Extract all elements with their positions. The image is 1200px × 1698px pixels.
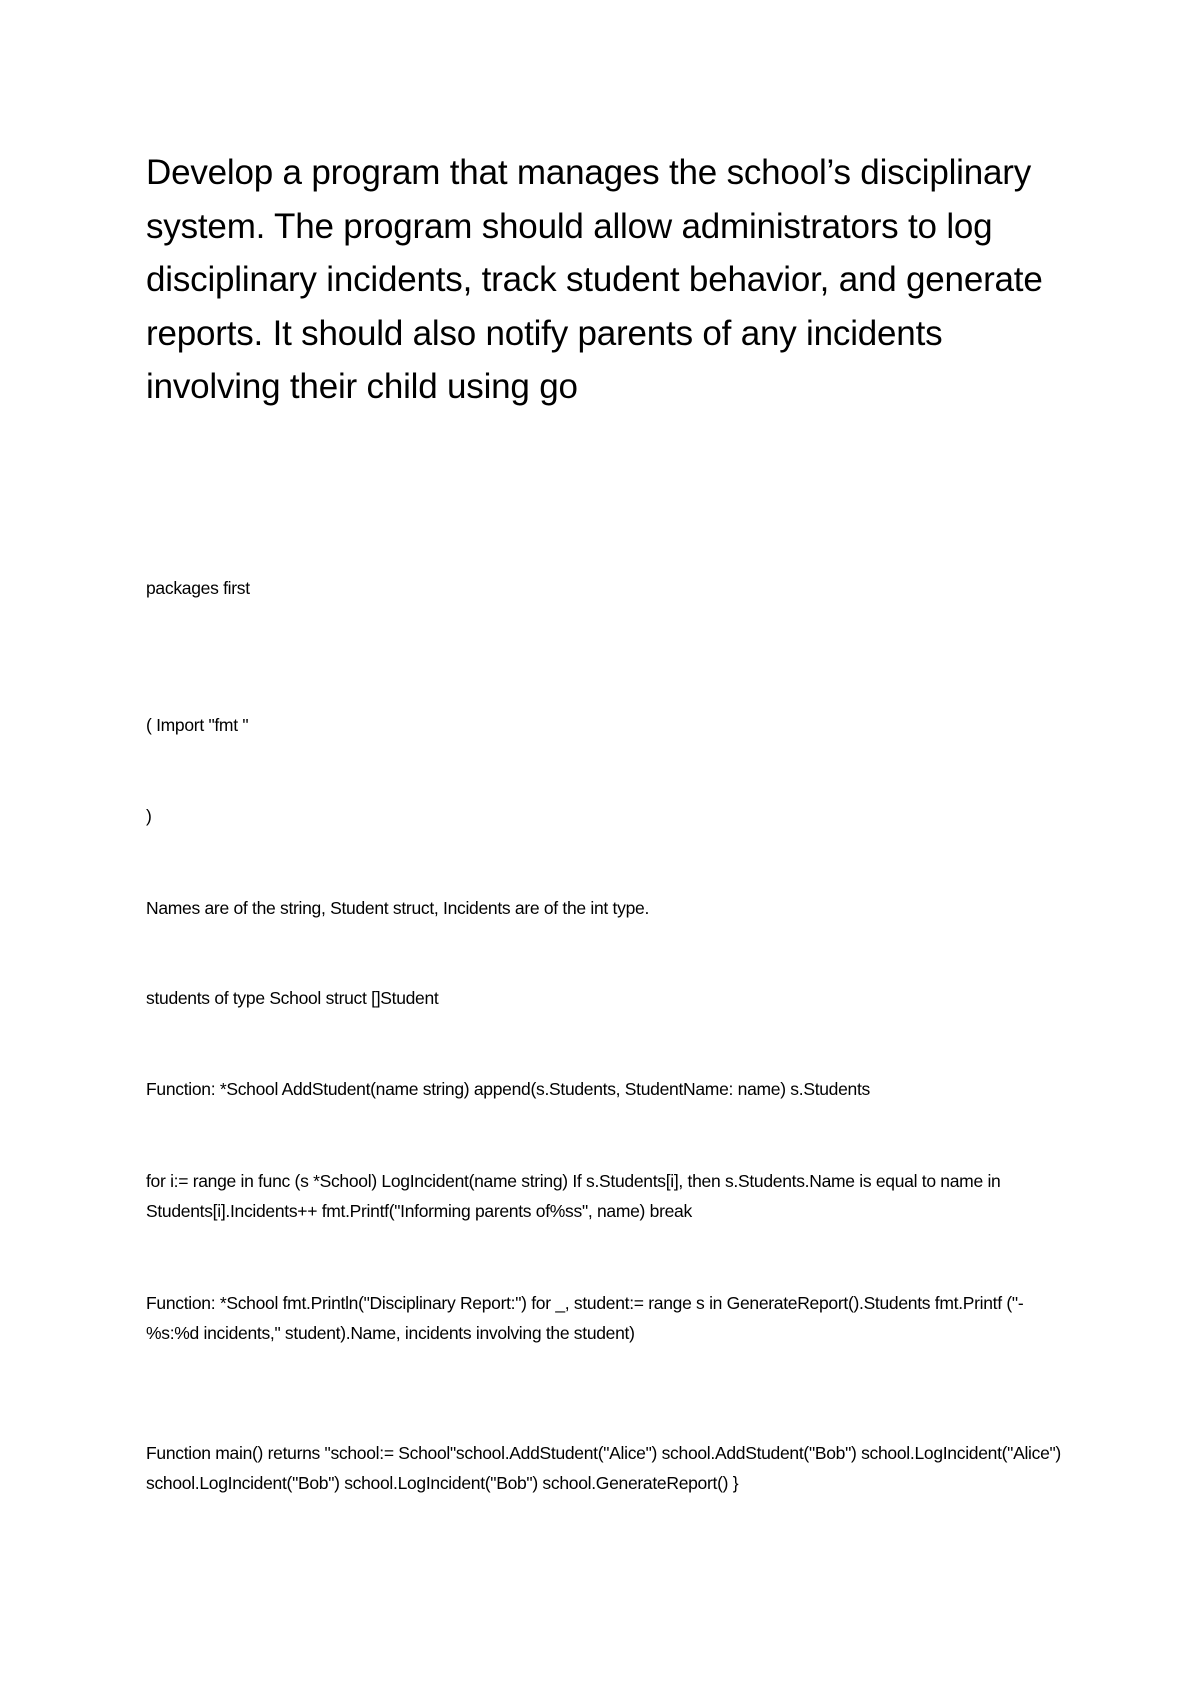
paragraph-close-paren: ) xyxy=(146,806,152,826)
paragraph-packages: packages first xyxy=(146,578,250,598)
paragraph-import: ( Import "fmt " xyxy=(146,715,249,735)
paragraph-add-student: Function: *School AddStudent(name string) append(s.Students, StudentName: name) s.Students xyxy=(146,1079,870,1099)
paragraph-types: Names are of the string, Student struct, Incidents are of the int type. xyxy=(146,898,650,918)
paragraph-generate-report: Function: *School fmt.Println("Disciplinary Report:") for _, student:= range s in GenerateReport().Students fmt.Printf ("-%s:%d incidents," student).Name, incidents involving the student) xyxy=(146,1293,1024,1343)
paragraph-school-struct: students of type School struct []Student xyxy=(146,988,439,1008)
paragraph-main: Function main() returns "school:= School"school.AddStudent("Alice") school.AddStudent("Bob") school.LogIncident("Alice") school.LogIncident("Bob") school.LogIncident("Bob") school.GenerateReport() } xyxy=(146,1443,1061,1493)
paragraph-log-incident: for i:= range in func (s *School) LogIncident(name string) If s.Students[i], then s.Students.Name is equal to name in Students[i].Incidents++ fmt.Printf("Informing parents of%ss", name) break xyxy=(146,1171,1001,1221)
document-heading: Develop a program that manages the school’s disciplinary system. The program should allow administrators to log disciplinary incidents, track student behavior, and generate reports. It should also notify parents of any incidents involving their child using go xyxy=(146,153,1043,406)
